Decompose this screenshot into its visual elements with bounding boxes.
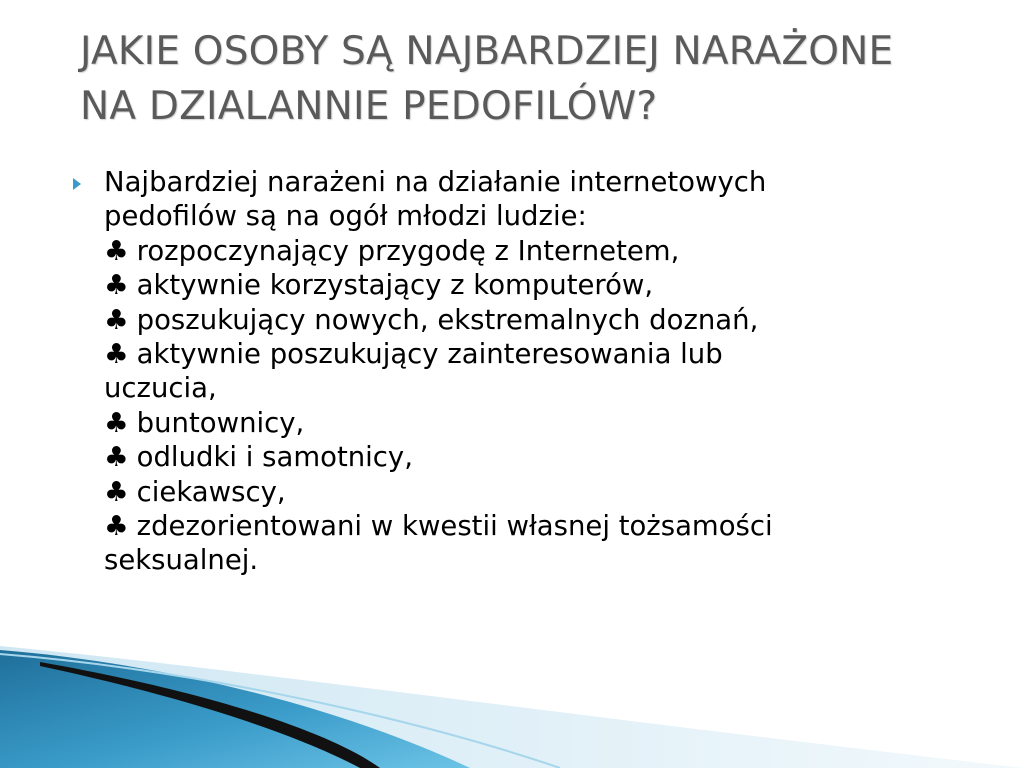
list-item-text: zdezorientowani w kwestii własnej tożsamości — [136, 510, 773, 543]
slide-title — [80, 24, 1000, 134]
club-suit-icon: ♣ — [104, 303, 129, 336]
title-line-2: NA DZIALANNIE PEDOFILÓW? — [80, 84, 658, 129]
list-item-text: rozpoczynający przygodę z Internetem, — [136, 234, 680, 267]
club-suit-icon: ♣ — [104, 441, 129, 474]
intro-line-2: pedofilów są na ogół młodzi ludzie: — [104, 200, 587, 233]
list-item-continuation: seksualnej. — [104, 544, 259, 577]
bullet-point — [72, 165, 992, 578]
club-suit-icon: ♣ — [104, 234, 129, 267]
club-suit-icon: ♣ — [104, 406, 129, 439]
slide-body — [72, 165, 992, 578]
arrow-bullet-icon — [72, 165, 104, 191]
list-item-continuation: uczucia, — [104, 372, 217, 405]
list-item-text: buntownicy, — [136, 406, 305, 439]
title-line-1: JAKIE OSOBY SĄ NAJBARDZIEJ NARAŻONE — [80, 29, 894, 74]
list-item — [104, 475, 773, 509]
list-item — [104, 303, 773, 337]
club-suit-icon: ♣ — [104, 269, 129, 302]
list-item-text: aktywnie poszukujący zainteresowania lub — [136, 338, 723, 371]
club-suit-icon: ♣ — [104, 510, 129, 543]
list-item-text: poszukujący nowych, ekstremalnych doznań, — [136, 303, 759, 336]
club-suit-icon: ♣ — [104, 475, 129, 508]
list-item — [104, 337, 773, 371]
decorative-wave-graphic — [0, 640, 1024, 768]
list-item — [104, 268, 773, 302]
list-item-text: ciekawscy, — [136, 475, 286, 508]
club-suit-icon: ♣ — [104, 338, 129, 371]
list-item — [104, 406, 773, 440]
intro-line-1: Najbardziej narażeni na działanie internetowych — [104, 166, 767, 198]
list-item — [104, 509, 773, 543]
list-item-text: aktywnie korzystający z komputerów, — [136, 269, 654, 302]
list-item — [104, 234, 773, 268]
bullet-text — [104, 165, 773, 578]
list-item — [104, 440, 773, 474]
list-item-text: odludki i samotnicy, — [136, 441, 413, 474]
